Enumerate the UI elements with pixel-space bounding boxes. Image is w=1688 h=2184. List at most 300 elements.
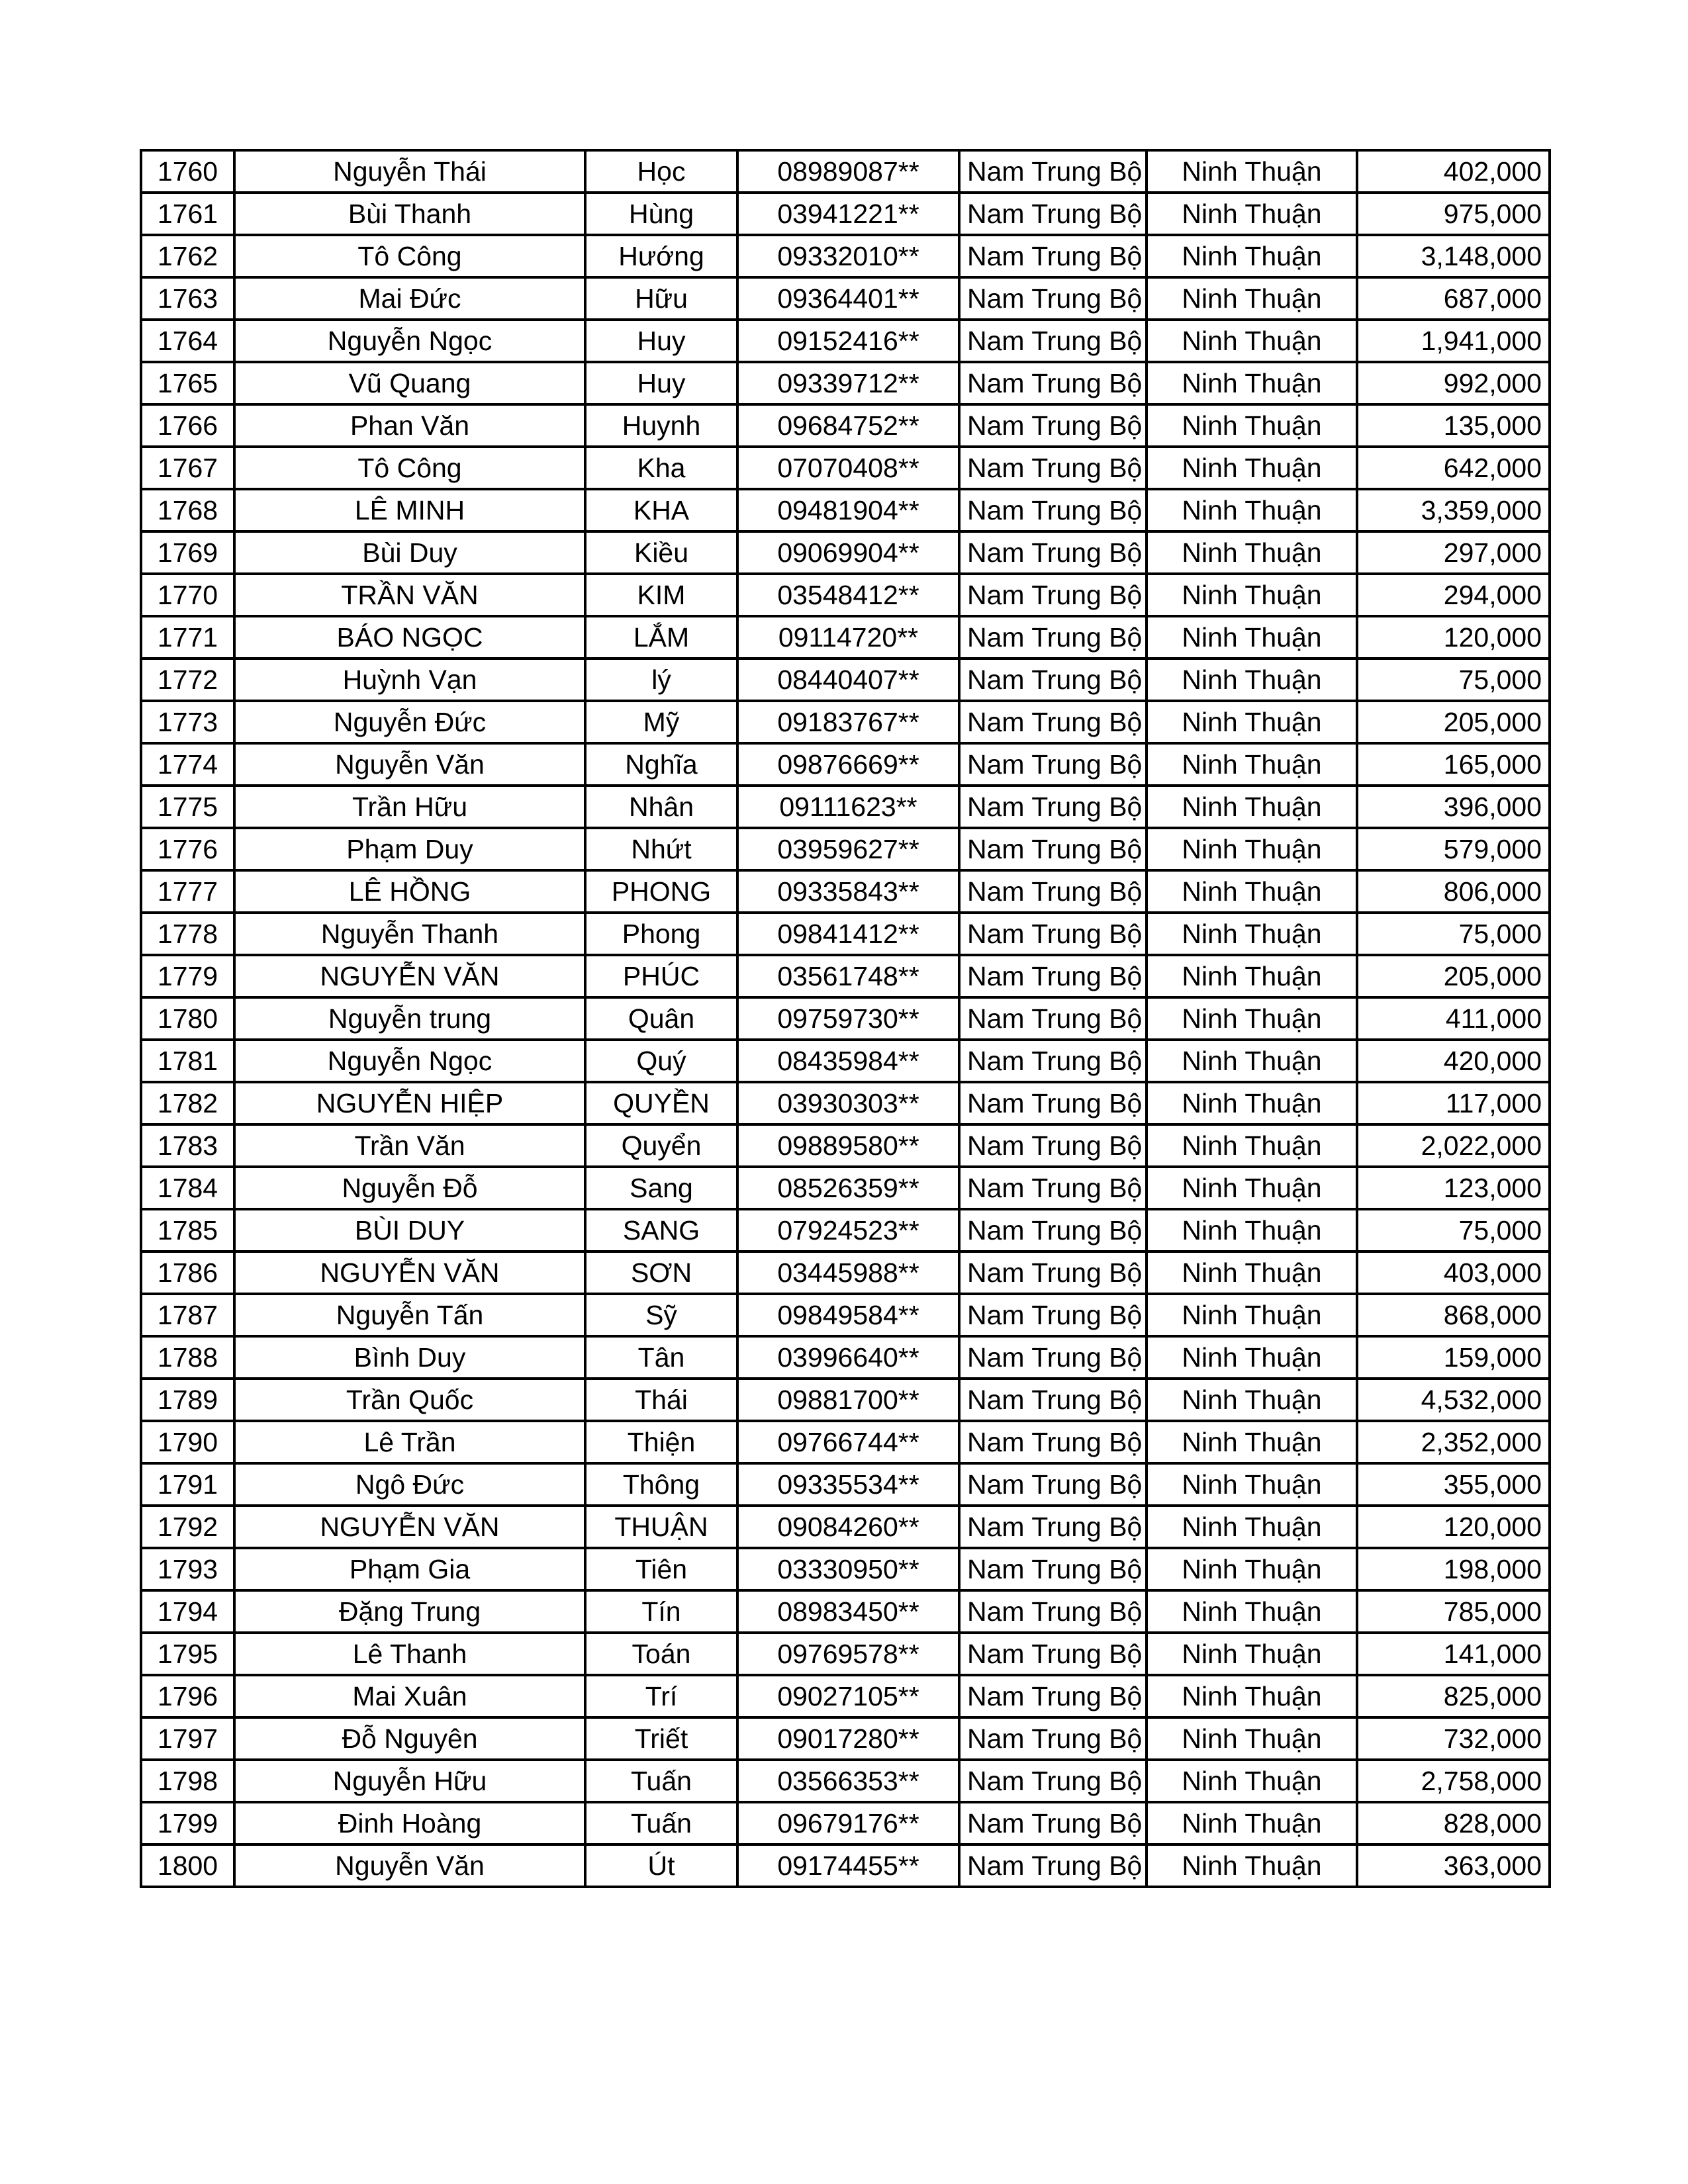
amount-cell: 205,000: [1357, 955, 1550, 997]
given-name-cell: Sỹ: [585, 1294, 737, 1336]
table-row: [141, 1124, 1550, 1167]
surname-cell: Nguyễn trung: [234, 997, 585, 1040]
region-cell: Nam Trung Bộ: [959, 1124, 1147, 1167]
amount-cell: 117,000: [1357, 1082, 1550, 1124]
row-number-cell: 1773: [141, 701, 234, 743]
given-name-cell: SƠN: [585, 1251, 737, 1294]
surname-cell: Nguyễn Văn: [234, 1844, 585, 1887]
region-cell: Nam Trung Bộ: [959, 1717, 1147, 1760]
province-cell: Ninh Thuận: [1147, 1717, 1357, 1760]
surname-cell: Phạm Gia: [234, 1548, 585, 1590]
region-cell: Nam Trung Bộ: [959, 786, 1147, 828]
amount-cell: 2,758,000: [1357, 1760, 1550, 1802]
region-cell: Nam Trung Bộ: [959, 1675, 1147, 1717]
province-cell: Ninh Thuận: [1147, 447, 1357, 489]
province-cell: Ninh Thuận: [1147, 828, 1357, 870]
given-name-cell: LẮM: [585, 616, 737, 659]
phone-cell: 08983450**: [737, 1590, 959, 1633]
row-number-cell: 1763: [141, 277, 234, 320]
row-number-cell: 1786: [141, 1251, 234, 1294]
province-cell: Ninh Thuận: [1147, 786, 1357, 828]
surname-cell: Tô Công: [234, 235, 585, 277]
region-cell: Nam Trung Bộ: [959, 913, 1147, 955]
phone-cell: 03561748**: [737, 955, 959, 997]
surname-cell: Ngô Đức: [234, 1463, 585, 1506]
province-cell: Ninh Thuận: [1147, 1463, 1357, 1506]
phone-cell: 09114720**: [737, 616, 959, 659]
table-row: [141, 1506, 1550, 1548]
phone-cell: 09027105**: [737, 1675, 959, 1717]
amount-cell: 4,532,000: [1357, 1379, 1550, 1421]
amount-cell: 120,000: [1357, 1506, 1550, 1548]
table-row: [141, 1336, 1550, 1379]
row-number-cell: 1769: [141, 531, 234, 574]
amount-cell: 975,000: [1357, 193, 1550, 235]
row-number-cell: 1774: [141, 743, 234, 786]
surname-cell: Trần Hữu: [234, 786, 585, 828]
records-table: [140, 149, 1551, 1888]
region-cell: Nam Trung Bộ: [959, 1506, 1147, 1548]
given-name-cell: lý: [585, 659, 737, 701]
surname-cell: Nguyễn Thái: [234, 150, 585, 193]
table-row: [141, 955, 1550, 997]
surname-cell: Huỳnh Vạn: [234, 659, 585, 701]
region-cell: Nam Trung Bộ: [959, 1294, 1147, 1336]
row-number-cell: 1775: [141, 786, 234, 828]
province-cell: Ninh Thuận: [1147, 1336, 1357, 1379]
phone-cell: 03330950**: [737, 1548, 959, 1590]
phone-cell: 07924523**: [737, 1209, 959, 1251]
region-cell: Nam Trung Bộ: [959, 447, 1147, 489]
surname-cell: Phạm Duy: [234, 828, 585, 870]
table-row: [141, 531, 1550, 574]
row-number-cell: 1797: [141, 1717, 234, 1760]
table-row: [141, 1548, 1550, 1590]
table-row: [141, 362, 1550, 404]
phone-cell: 09084260**: [737, 1506, 959, 1548]
row-number-cell: 1768: [141, 489, 234, 531]
table-row: [141, 743, 1550, 786]
phone-cell: 09069904**: [737, 531, 959, 574]
phone-cell: 03941221**: [737, 193, 959, 235]
amount-cell: 75,000: [1357, 1209, 1550, 1251]
table-row: [141, 150, 1550, 193]
region-cell: Nam Trung Bộ: [959, 1590, 1147, 1633]
given-name-cell: Huy: [585, 320, 737, 362]
surname-cell: Nguyễn Thanh: [234, 913, 585, 955]
table-row: [141, 828, 1550, 870]
amount-cell: 141,000: [1357, 1633, 1550, 1675]
phone-cell: 09679176**: [737, 1802, 959, 1844]
amount-cell: 135,000: [1357, 404, 1550, 447]
province-cell: Ninh Thuận: [1147, 616, 1357, 659]
row-number-cell: 1788: [141, 1336, 234, 1379]
row-number-cell: 1800: [141, 1844, 234, 1887]
given-name-cell: Kha: [585, 447, 737, 489]
province-cell: Ninh Thuận: [1147, 1506, 1357, 1548]
region-cell: Nam Trung Bộ: [959, 955, 1147, 997]
given-name-cell: Thiện: [585, 1421, 737, 1463]
phone-cell: 03959627**: [737, 828, 959, 870]
phone-cell: 09759730**: [737, 997, 959, 1040]
province-cell: Ninh Thuận: [1147, 320, 1357, 362]
phone-cell: 03548412**: [737, 574, 959, 616]
row-number-cell: 1781: [141, 1040, 234, 1082]
given-name-cell: Tín: [585, 1590, 737, 1633]
table-row: [141, 1463, 1550, 1506]
table-row: [141, 404, 1550, 447]
row-number-cell: 1789: [141, 1379, 234, 1421]
surname-cell: Nguyễn Đỗ: [234, 1167, 585, 1209]
document-page: [140, 149, 1548, 1888]
amount-cell: 785,000: [1357, 1590, 1550, 1633]
given-name-cell: Thái: [585, 1379, 737, 1421]
phone-cell: 09849584**: [737, 1294, 959, 1336]
row-number-cell: 1766: [141, 404, 234, 447]
province-cell: Ninh Thuận: [1147, 955, 1357, 997]
phone-cell: 09339712**: [737, 362, 959, 404]
table-row: [141, 1844, 1550, 1887]
table-row: [141, 786, 1550, 828]
amount-cell: 411,000: [1357, 997, 1550, 1040]
surname-cell: Nguyễn Ngọc: [234, 1040, 585, 1082]
amount-cell: 75,000: [1357, 913, 1550, 955]
given-name-cell: Hướng: [585, 235, 737, 277]
table-row: [141, 870, 1550, 913]
given-name-cell: Triết: [585, 1717, 737, 1760]
row-number-cell: 1790: [141, 1421, 234, 1463]
phone-cell: 08440407**: [737, 659, 959, 701]
province-cell: Ninh Thuận: [1147, 1675, 1357, 1717]
region-cell: Nam Trung Bộ: [959, 320, 1147, 362]
amount-cell: 732,000: [1357, 1717, 1550, 1760]
surname-cell: BÙI DUY: [234, 1209, 585, 1251]
region-cell: Nam Trung Bộ: [959, 1209, 1147, 1251]
table-row: [141, 1590, 1550, 1633]
region-cell: Nam Trung Bộ: [959, 1633, 1147, 1675]
phone-cell: 09841412**: [737, 913, 959, 955]
amount-cell: 3,359,000: [1357, 489, 1550, 531]
region-cell: Nam Trung Bộ: [959, 828, 1147, 870]
row-number-cell: 1780: [141, 997, 234, 1040]
row-number-cell: 1776: [141, 828, 234, 870]
province-cell: Ninh Thuận: [1147, 277, 1357, 320]
row-number-cell: 1777: [141, 870, 234, 913]
row-number-cell: 1787: [141, 1294, 234, 1336]
phone-cell: 09881700**: [737, 1379, 959, 1421]
phone-cell: 09335843**: [737, 870, 959, 913]
phone-cell: 09152416**: [737, 320, 959, 362]
phone-cell: 03566353**: [737, 1760, 959, 1802]
row-number-cell: 1796: [141, 1675, 234, 1717]
phone-cell: 03930303**: [737, 1082, 959, 1124]
row-number-cell: 1792: [141, 1506, 234, 1548]
surname-cell: NGUYỄN VĂN: [234, 1506, 585, 1548]
table-row: [141, 447, 1550, 489]
table-row: [141, 193, 1550, 235]
amount-cell: 825,000: [1357, 1675, 1550, 1717]
given-name-cell: Hùng: [585, 193, 737, 235]
region-cell: Nam Trung Bộ: [959, 1760, 1147, 1802]
table-row: [141, 574, 1550, 616]
row-number-cell: 1770: [141, 574, 234, 616]
row-number-cell: 1798: [141, 1760, 234, 1802]
given-name-cell: Mỹ: [585, 701, 737, 743]
given-name-cell: Sang: [585, 1167, 737, 1209]
surname-cell: Bùi Thanh: [234, 193, 585, 235]
row-number-cell: 1760: [141, 150, 234, 193]
phone-cell: 09364401**: [737, 277, 959, 320]
given-name-cell: THUẬN: [585, 1506, 737, 1548]
amount-cell: 297,000: [1357, 531, 1550, 574]
phone-cell: 09889580**: [737, 1124, 959, 1167]
province-cell: Ninh Thuận: [1147, 362, 1357, 404]
row-number-cell: 1765: [141, 362, 234, 404]
surname-cell: Đinh Hoàng: [234, 1802, 585, 1844]
surname-cell: Nguyễn Ngọc: [234, 320, 585, 362]
table-row: [141, 1379, 1550, 1421]
province-cell: Ninh Thuận: [1147, 1379, 1357, 1421]
province-cell: Ninh Thuận: [1147, 1294, 1357, 1336]
region-cell: Nam Trung Bộ: [959, 1251, 1147, 1294]
amount-cell: 198,000: [1357, 1548, 1550, 1590]
surname-cell: Bùi Duy: [234, 531, 585, 574]
amount-cell: 120,000: [1357, 616, 1550, 659]
phone-cell: 08435984**: [737, 1040, 959, 1082]
given-name-cell: Học: [585, 150, 737, 193]
given-name-cell: Quân: [585, 997, 737, 1040]
surname-cell: Vũ Quang: [234, 362, 585, 404]
region-cell: Nam Trung Bộ: [959, 1421, 1147, 1463]
row-number-cell: 1767: [141, 447, 234, 489]
table-row: [141, 1802, 1550, 1844]
surname-cell: BÁO NGỌC: [234, 616, 585, 659]
surname-cell: NGUYỄN VĂN: [234, 955, 585, 997]
row-number-cell: 1772: [141, 659, 234, 701]
amount-cell: 402,000: [1357, 150, 1550, 193]
province-cell: Ninh Thuận: [1147, 701, 1357, 743]
given-name-cell: Nhân: [585, 786, 737, 828]
given-name-cell: Huynh: [585, 404, 737, 447]
province-cell: Ninh Thuận: [1147, 870, 1357, 913]
given-name-cell: Tuấn: [585, 1802, 737, 1844]
region-cell: Nam Trung Bộ: [959, 1040, 1147, 1082]
amount-cell: 3,148,000: [1357, 235, 1550, 277]
province-cell: Ninh Thuận: [1147, 1421, 1357, 1463]
surname-cell: NGUYỄN HIỆP: [234, 1082, 585, 1124]
region-cell: Nam Trung Bộ: [959, 870, 1147, 913]
row-number-cell: 1762: [141, 235, 234, 277]
surname-cell: Tô Công: [234, 447, 585, 489]
surname-cell: TRẦN VĂN: [234, 574, 585, 616]
province-cell: Ninh Thuận: [1147, 489, 1357, 531]
given-name-cell: Nhứt: [585, 828, 737, 870]
region-cell: Nam Trung Bộ: [959, 1167, 1147, 1209]
phone-cell: 09766744**: [737, 1421, 959, 1463]
phone-cell: 07070408**: [737, 447, 959, 489]
amount-cell: 992,000: [1357, 362, 1550, 404]
region-cell: Nam Trung Bộ: [959, 404, 1147, 447]
province-cell: Ninh Thuận: [1147, 531, 1357, 574]
table-row: [141, 1294, 1550, 1336]
row-number-cell: 1778: [141, 913, 234, 955]
table-row: [141, 1633, 1550, 1675]
phone-cell: 09335534**: [737, 1463, 959, 1506]
phone-cell: 03996640**: [737, 1336, 959, 1379]
records-table-body: [141, 150, 1550, 1887]
amount-cell: 396,000: [1357, 786, 1550, 828]
phone-cell: 09183767**: [737, 701, 959, 743]
row-number-cell: 1799: [141, 1802, 234, 1844]
surname-cell: Nguyễn Tấn: [234, 1294, 585, 1336]
province-cell: Ninh Thuận: [1147, 1760, 1357, 1802]
province-cell: Ninh Thuận: [1147, 1590, 1357, 1633]
row-number-cell: 1785: [141, 1209, 234, 1251]
amount-cell: 687,000: [1357, 277, 1550, 320]
amount-cell: 642,000: [1357, 447, 1550, 489]
row-number-cell: 1793: [141, 1548, 234, 1590]
given-name-cell: PHONG: [585, 870, 737, 913]
table-row: [141, 659, 1550, 701]
given-name-cell: Toán: [585, 1633, 737, 1675]
amount-cell: 165,000: [1357, 743, 1550, 786]
province-cell: Ninh Thuận: [1147, 1548, 1357, 1590]
row-number-cell: 1771: [141, 616, 234, 659]
province-cell: Ninh Thuận: [1147, 193, 1357, 235]
surname-cell: Đỗ Nguyên: [234, 1717, 585, 1760]
row-number-cell: 1784: [141, 1167, 234, 1209]
amount-cell: 403,000: [1357, 1251, 1550, 1294]
region-cell: Nam Trung Bộ: [959, 1463, 1147, 1506]
table-row: [141, 1760, 1550, 1802]
amount-cell: 2,352,000: [1357, 1421, 1550, 1463]
row-number-cell: 1761: [141, 193, 234, 235]
region-cell: Nam Trung Bộ: [959, 235, 1147, 277]
table-row: [141, 1082, 1550, 1124]
phone-cell: 09174455**: [737, 1844, 959, 1887]
surname-cell: LÊ HỒNG: [234, 870, 585, 913]
given-name-cell: Quý: [585, 1040, 737, 1082]
given-name-cell: Thông: [585, 1463, 737, 1506]
table-row: [141, 913, 1550, 955]
province-cell: Ninh Thuận: [1147, 404, 1357, 447]
surname-cell: Bình Duy: [234, 1336, 585, 1379]
region-cell: Nam Trung Bộ: [959, 1082, 1147, 1124]
province-cell: Ninh Thuận: [1147, 743, 1357, 786]
phone-cell: 03445988**: [737, 1251, 959, 1294]
region-cell: Nam Trung Bộ: [959, 277, 1147, 320]
phone-cell: 09684752**: [737, 404, 959, 447]
table-row: [141, 1167, 1550, 1209]
phone-cell: 09769578**: [737, 1633, 959, 1675]
given-name-cell: Út: [585, 1844, 737, 1887]
given-name-cell: Tân: [585, 1336, 737, 1379]
surname-cell: NGUYỄN VĂN: [234, 1251, 585, 1294]
amount-cell: 2,022,000: [1357, 1124, 1550, 1167]
amount-cell: 579,000: [1357, 828, 1550, 870]
surname-cell: Mai Đức: [234, 277, 585, 320]
region-cell: Nam Trung Bộ: [959, 616, 1147, 659]
table-row: [141, 1717, 1550, 1760]
given-name-cell: SANG: [585, 1209, 737, 1251]
amount-cell: 294,000: [1357, 574, 1550, 616]
row-number-cell: 1791: [141, 1463, 234, 1506]
given-name-cell: Trí: [585, 1675, 737, 1717]
phone-cell: 09481904**: [737, 489, 959, 531]
surname-cell: LÊ MINH: [234, 489, 585, 531]
province-cell: Ninh Thuận: [1147, 150, 1357, 193]
row-number-cell: 1794: [141, 1590, 234, 1633]
region-cell: Nam Trung Bộ: [959, 193, 1147, 235]
amount-cell: 1,941,000: [1357, 320, 1550, 362]
amount-cell: 363,000: [1357, 1844, 1550, 1887]
row-number-cell: 1764: [141, 320, 234, 362]
region-cell: Nam Trung Bộ: [959, 659, 1147, 701]
surname-cell: Phan Văn: [234, 404, 585, 447]
province-cell: Ninh Thuận: [1147, 659, 1357, 701]
amount-cell: 159,000: [1357, 1336, 1550, 1379]
surname-cell: Đặng Trung: [234, 1590, 585, 1633]
amount-cell: 355,000: [1357, 1463, 1550, 1506]
given-name-cell: Tiên: [585, 1548, 737, 1590]
region-cell: Nam Trung Bộ: [959, 1844, 1147, 1887]
province-cell: Ninh Thuận: [1147, 913, 1357, 955]
province-cell: Ninh Thuận: [1147, 1209, 1357, 1251]
amount-cell: 75,000: [1357, 659, 1550, 701]
surname-cell: Nguyễn Hữu: [234, 1760, 585, 1802]
surname-cell: Lê Trần: [234, 1421, 585, 1463]
table-row: [141, 1040, 1550, 1082]
phone-cell: 09332010**: [737, 235, 959, 277]
region-cell: Nam Trung Bộ: [959, 362, 1147, 404]
given-name-cell: Hữu: [585, 277, 737, 320]
province-cell: Ninh Thuận: [1147, 574, 1357, 616]
region-cell: Nam Trung Bộ: [959, 1548, 1147, 1590]
province-cell: Ninh Thuận: [1147, 1124, 1357, 1167]
given-name-cell: Nghĩa: [585, 743, 737, 786]
amount-cell: 828,000: [1357, 1802, 1550, 1844]
table-row: [141, 1209, 1550, 1251]
table-row: [141, 997, 1550, 1040]
table-row: [141, 616, 1550, 659]
province-cell: Ninh Thuận: [1147, 997, 1357, 1040]
region-cell: Nam Trung Bộ: [959, 1802, 1147, 1844]
phone-cell: 09111623**: [737, 786, 959, 828]
given-name-cell: Huy: [585, 362, 737, 404]
province-cell: Ninh Thuận: [1147, 1082, 1357, 1124]
table-row: [141, 235, 1550, 277]
given-name-cell: KIM: [585, 574, 737, 616]
amount-cell: 123,000: [1357, 1167, 1550, 1209]
surname-cell: Lê Thanh: [234, 1633, 585, 1675]
surname-cell: Mai Xuân: [234, 1675, 585, 1717]
phone-cell: 08526359**: [737, 1167, 959, 1209]
row-number-cell: 1782: [141, 1082, 234, 1124]
phone-cell: 09876669**: [737, 743, 959, 786]
surname-cell: Trần Văn: [234, 1124, 585, 1167]
amount-cell: 868,000: [1357, 1294, 1550, 1336]
table-row: [141, 489, 1550, 531]
region-cell: Nam Trung Bộ: [959, 150, 1147, 193]
amount-cell: 806,000: [1357, 870, 1550, 913]
province-cell: Ninh Thuận: [1147, 1040, 1357, 1082]
table-row: [141, 1675, 1550, 1717]
region-cell: Nam Trung Bộ: [959, 997, 1147, 1040]
province-cell: Ninh Thuận: [1147, 1633, 1357, 1675]
table-row: [141, 701, 1550, 743]
province-cell: Ninh Thuận: [1147, 1802, 1357, 1844]
region-cell: Nam Trung Bộ: [959, 743, 1147, 786]
